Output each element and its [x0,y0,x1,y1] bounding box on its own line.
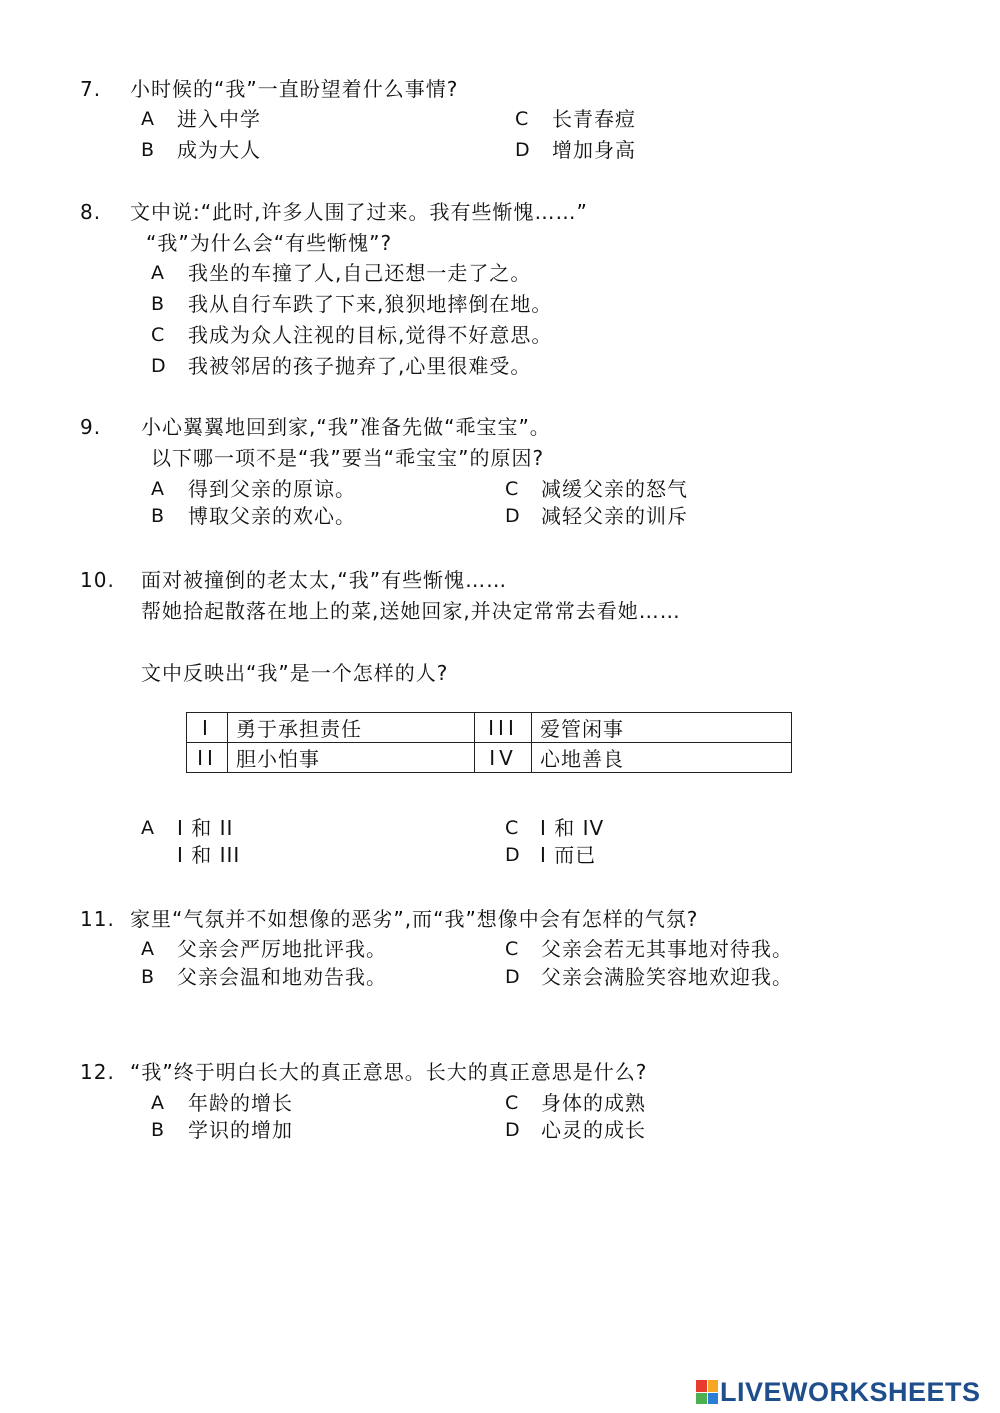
q10-number: 10. [80,568,115,592]
q11-number: 11. [80,907,115,931]
q12-option-d-text: 心灵的成长 [541,1118,646,1142]
q8-option-b-text: 我从自行车跌了下来,狼狈地摔倒在地。 [188,292,553,316]
trait-text: 心地善良 [532,743,792,773]
q8-option-c-letter[interactable]: C [151,324,165,346]
q9-option-b-letter[interactable]: B [151,505,165,527]
q7-option-b-letter[interactable]: B [141,139,155,161]
q11-option-a-text: 父亲会严厉地批评我。 [177,937,387,961]
trait-numeral: IV [475,743,532,773]
liveworksheets-logo [696,1378,981,1406]
q10-stem-line2: 帮她拾起散落在地上的菜,送她回家,并决定常常去看她…… [141,599,681,623]
trait-text: 胆小怕事 [228,743,475,773]
q7-number: 7. [80,77,102,101]
q8-stem-line2: “我”为什么会“有些惭愧”? [146,231,393,255]
q11-option-d-letter[interactable]: D [505,966,520,988]
q12-option-a-letter[interactable]: A [151,1092,164,1114]
q11-option-c-text: 父亲会若无其事地对待我。 [541,937,793,961]
q8-number: 8. [80,200,102,224]
q10-option-b-text: I 和 III [177,843,241,867]
q8-option-d-text: 我被邻居的孩子抛弃了,心里很难受。 [188,354,532,378]
liveworksheets-wordmark: LIVEWORKSHEETS [720,1376,981,1407]
q9-option-d-text: 减轻父亲的训斥 [541,504,688,528]
q8-option-c-text: 我成为众人注视的目标,觉得不好意思。 [188,323,553,347]
q10-stem: 面对被撞倒的老太太,“我”有些惭愧…… [141,568,508,592]
q10-option-c-letter[interactable]: C [505,817,519,839]
trait-numeral: III [475,713,532,743]
q9-option-d-letter[interactable]: D [505,505,520,527]
q11-option-b-letter[interactable]: B [141,966,155,988]
q7-option-b-text: 成为大人 [177,138,261,162]
q9-option-c-letter[interactable]: C [505,478,519,500]
q12-option-d-letter[interactable]: D [505,1119,520,1141]
q11-stem: 家里“气氛并不如想像的恶劣”,而“我”想像中会有怎样的气氛? [130,907,699,931]
trait-numeral: II [187,743,228,773]
table-row [187,743,792,773]
q8-option-d-letter[interactable]: D [151,355,166,377]
q9-option-a-letter[interactable]: A [151,478,164,500]
q10-option-d-letter[interactable]: D [505,844,520,866]
q9-stem: 小心翼翼地回到家,“我”准备先做“乖宝宝”。 [141,415,551,439]
q12-stem: “我”终于明白长大的真正意思。长大的真正意思是什么? [130,1060,648,1084]
q11-option-a-letter[interactable]: A [141,938,154,960]
q9-option-b-text: 博取父亲的欢心。 [188,504,356,528]
q9-stem-line2: 以下哪一项不是“我”要当“乖宝宝”的原因? [151,446,545,470]
q12-option-c-letter[interactable]: C [505,1092,519,1114]
q12-option-b-text: 学识的增加 [188,1118,293,1142]
q8-option-b-letter[interactable]: B [151,293,165,315]
q10-option-c-text: I 和 IV [540,816,605,840]
q11-option-d-text: 父亲会满脸笑容地欢迎我。 [541,965,793,989]
q7-option-d-text: 增加身高 [552,138,636,162]
q11-option-c-letter[interactable]: C [505,938,519,960]
q12-number: 12. [80,1060,115,1084]
table-row [187,713,792,743]
q10-trait-table [186,712,792,773]
q7-option-c-text: 长青春痘 [552,107,636,131]
q12-option-b-letter[interactable]: B [151,1119,165,1141]
q10-option-a-letter[interactable]: A [141,817,154,839]
q7-option-a-text: 进入中学 [177,107,261,131]
trait-text: 爱管闲事 [532,713,792,743]
q9-number: 9. [80,415,102,439]
q9-option-c-text: 减缓父亲的怒气 [541,477,688,501]
q8-option-a-letter[interactable]: A [151,262,164,284]
trait-numeral: I [187,713,228,743]
trait-text: 勇于承担责任 [228,713,475,743]
q10-option-a-text: I 和 II [177,816,234,840]
q8-option-a-text: 我坐的车撞了人,自己还想一走了之。 [188,261,532,285]
q7-stem: 小时候的“我”一直盼望着什么事情? [130,77,459,101]
q10-option-d-text: I 而已 [540,843,597,867]
q7-option-c-letter[interactable]: C [515,108,529,130]
q9-option-a-text: 得到父亲的原谅。 [188,477,356,501]
q12-option-a-text: 年龄的增长 [188,1091,293,1115]
q7-option-d-letter[interactable]: D [515,139,530,161]
q12-option-c-text: 身体的成熟 [541,1091,646,1115]
q8-stem: 文中说:“此时,许多人围了过来。我有些惭愧……” [130,200,588,224]
liveworksheets-badge-icon [696,1380,718,1404]
q11-option-b-text: 父亲会温和地劝告我。 [177,965,387,989]
q10-stem-line3: 文中反映出“我”是一个怎样的人? [141,661,449,685]
q7-option-a-letter[interactable]: A [141,108,154,130]
